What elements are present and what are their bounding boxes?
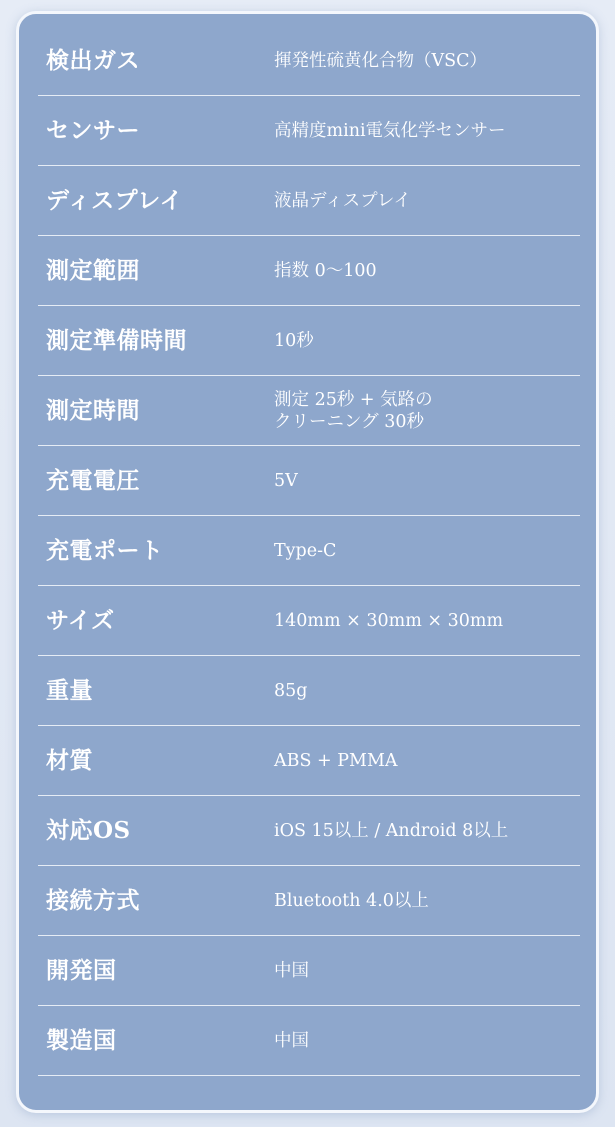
spec-table <box>38 26 580 1076</box>
spec-label: センサー <box>46 117 140 144</box>
spec-value: 85g <box>274 680 308 701</box>
spec-row-material <box>38 726 580 796</box>
spec-label: ディスプレイ <box>46 187 184 214</box>
spec-card <box>16 11 599 1113</box>
spec-label: 開発国 <box>46 957 117 984</box>
spec-label: 材質 <box>46 747 93 774</box>
spec-row-measurement-time <box>38 376 580 446</box>
spec-value: 揮発性硫黄化合物（VSC） <box>274 50 488 71</box>
spec-label: 測定範囲 <box>46 257 140 284</box>
spec-row-supported-os <box>38 796 580 866</box>
spec-row-weight <box>38 656 580 726</box>
spec-label: 測定準備時間 <box>46 327 187 354</box>
spec-label: 製造国 <box>46 1027 117 1054</box>
spec-value: 中国 <box>274 960 309 981</box>
spec-label: サイズ <box>46 607 115 634</box>
spec-row-charging-port <box>38 516 580 586</box>
spec-value: iOS 15以上 / Android 8以上 <box>274 820 509 841</box>
spec-value: 10秒 <box>274 330 314 351</box>
spec-value: 測定 25秒 + 気路の クリーニング 30秒 <box>274 389 433 432</box>
spec-row-display <box>38 166 580 236</box>
spec-value: 高精度mini電気化学センサー <box>274 120 506 141</box>
spec-row-preparation-time <box>38 306 580 376</box>
spec-row-charging-voltage <box>38 446 580 516</box>
spec-value: Type-C <box>274 540 337 561</box>
spec-label: 充電電圧 <box>46 467 140 494</box>
spec-label: 充電ポート <box>46 537 164 564</box>
spec-label: 測定時間 <box>46 397 140 424</box>
spec-value: ABS + PMMA <box>274 750 398 771</box>
spec-label: 対応OS <box>46 817 131 844</box>
spec-value: 液晶ディスプレイ <box>274 190 412 211</box>
spec-value: 指数 0～100 <box>274 260 377 281</box>
spec-row-country-of-development <box>38 936 580 1006</box>
spec-value: 5V <box>274 470 298 491</box>
spec-row-detection-gas <box>38 26 580 96</box>
spec-row-country-of-manufacture <box>38 1006 580 1076</box>
spec-row-size <box>38 586 580 656</box>
spec-label: 重量 <box>46 677 93 704</box>
spec-row-measurement-range <box>38 236 580 306</box>
spec-label: 接続方式 <box>46 887 140 914</box>
spec-label: 検出ガス <box>46 47 140 74</box>
spec-row-connection <box>38 866 580 936</box>
spec-value: 140mm × 30mm × 30mm <box>274 610 504 631</box>
spec-value: Bluetooth 4.0以上 <box>274 890 429 911</box>
spec-value: 中国 <box>274 1030 309 1051</box>
spec-row-sensor <box>38 96 580 166</box>
